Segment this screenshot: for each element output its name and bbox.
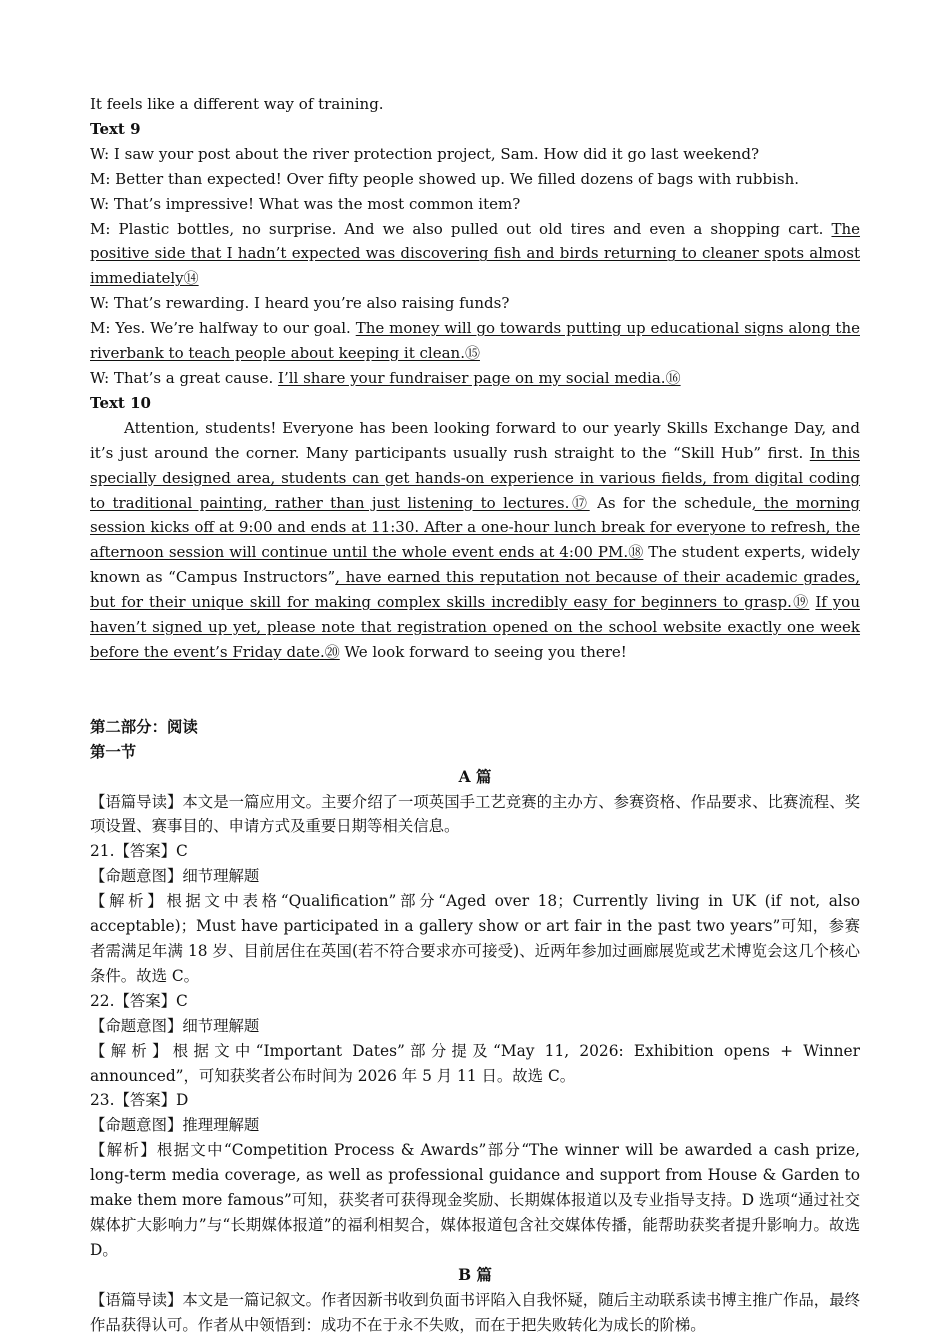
- text-10-heading: Text 10: [90, 393, 151, 412]
- question-21-type: 【命题意图】细节理解题: [90, 867, 260, 886]
- question-21-explanation: 【解析】根据文中表格“Qualification”部分“Aged over 18；Currently living in UK (if not, also acceptable)；Must have participated in a gallery show or art fair in the past two years”可知，参赛者需满足年满 18 岁、目前居住在英国(若不符合要求亦可接受)、近两年参加过画廊展览或艺术博览会这几个核心条件。故选 C。: [90, 892, 860, 985]
- spacer: [90, 665, 860, 715]
- plain-text: We look forward to seeing you there!: [339, 642, 627, 661]
- passage-b-intro: 【语篇导读】本文是一篇记叙文。作者因新书收到负面书评陷入自我怀疑，随后主动联系读书博主推广作品，最终作品获得认可。作者从中领悟到：成功不在于永不失败，而在于把失败转化为成长的阶梯。: [90, 1290, 860, 1334]
- answer-underline-19: , have earned this reputation not because of their academic grades, but for their unique skill for making complex skills incredibly easy for beginners to grasp.⑲: [90, 568, 860, 612]
- document-page: [90, 92, 860, 1338]
- passage-a-intro: 【语篇导读】本文是一篇应用文。主要介绍了一项英国手工艺竞赛的主办方、参赛资格、作品要求、比赛流程、奖项设置、赛事目的、申请方式及重要日期等相关信息。: [90, 792, 860, 836]
- question-23-answer: 23.【答案】D: [90, 1091, 189, 1110]
- plain-text: M: Plastic bottles, no surprise. And we also pulled out old tires and even a shopping cart.: [90, 219, 832, 238]
- answer-underline-20: If you haven’t signed up yet, please note that registration opened on the school website exactly one week before the event’s Friday date.⑳: [90, 593, 860, 661]
- question-23-explanation: 【解析】根据文中“Competition Process & Awards”部分“The winner will be awarded a cash prize, long-term media coverage, as well as professional guidance and support from House & Garden to make them more famous”可知，获奖者可获得现金奖励、长期媒体报道以及专业指导支持。D 选项“通过社交媒体扩大影响力”与“长期媒体报道”的福利相契合，媒体报道包含社交媒体传播，能帮助获奖者提升影响力。故选 D。: [90, 1141, 860, 1259]
- dialogue-line: W: I saw your post about the river protection project, Sam. How did it go last weekend?: [90, 144, 759, 163]
- passage-b-title: B 篇: [458, 1265, 492, 1284]
- dialogue-line: [90, 366, 860, 391]
- passage-a-title: A 篇: [458, 767, 492, 786]
- text-10-paragraph: [90, 416, 860, 665]
- plain-text: Attention, students! Everyone has been looking forward to our yearly Skills Exchange Day, and it’s just around the corner. Many participants usually rush straight to the “Skill Hub” first.: [90, 418, 860, 462]
- section-1-heading: 第一节: [90, 742, 137, 761]
- question-22-answer: 22.【答案】C: [90, 991, 188, 1010]
- text-line: It feels like a different way of training.: [90, 95, 384, 113]
- dialogue-line: [90, 316, 860, 366]
- plain-text: M: Yes. We’re halfway to our goal.: [90, 319, 356, 338]
- question-22-explanation: 【解析】根据文中“Important Dates”部分提及“May 11, 2026: Exhibition opens + Winner announced”，可知获奖者公布时间为 2026 年 5 月 11 日。故选 C。: [90, 1041, 860, 1085]
- dialogue-line: W: That’s rewarding. I heard you’re also raising funds?: [90, 294, 510, 313]
- plain-text: As for the schedule: [589, 493, 752, 512]
- part-2-heading: 第二部分：阅读: [90, 717, 198, 736]
- text-9-heading: Text 9: [90, 119, 141, 138]
- answer-underline-18: , the morning session kicks off at 9:00 and ends at 11:30. After a one-hour lunch break for everyone to refresh, the afternoon session will continue until the whole event ends at 4:00 PM.⑱: [90, 493, 861, 562]
- plain-text: The student experts, widely known as “Campus Instructors”: [90, 543, 860, 587]
- dialogue-line: [90, 217, 860, 292]
- question-22-type: 【命题意图】细节理解题: [90, 1016, 260, 1035]
- plain-text: W: That’s a great cause.: [90, 368, 279, 387]
- answer-underline-15: The money will go towards putting up educational signs along the riverbank to teach people about keeping it clean.⑮: [90, 319, 860, 363]
- dialogue-line: W: That’s impressive! What was the most common item?: [90, 194, 521, 213]
- answer-underline-16: I’ll share your fundraiser page on my social media.⑯: [278, 368, 681, 387]
- answer-underline-17: In this specially designed area, students can get hands-on experience in various fields, from digital coding to traditional painting, rather than just listening to lectures.⑰: [90, 443, 860, 512]
- question-23-type: 【命题意图】推理理解题: [90, 1116, 260, 1135]
- dialogue-line: M: Better than expected! Over fifty people showed up. We filled dozens of bags with rubbish.: [90, 169, 800, 188]
- answer-underline-14: The positive side that I hadn’t expected was discovering fish and birds returning to cleaner spots almost immediately⑭: [90, 219, 860, 288]
- question-21-answer: 21.【答案】C: [90, 842, 188, 861]
